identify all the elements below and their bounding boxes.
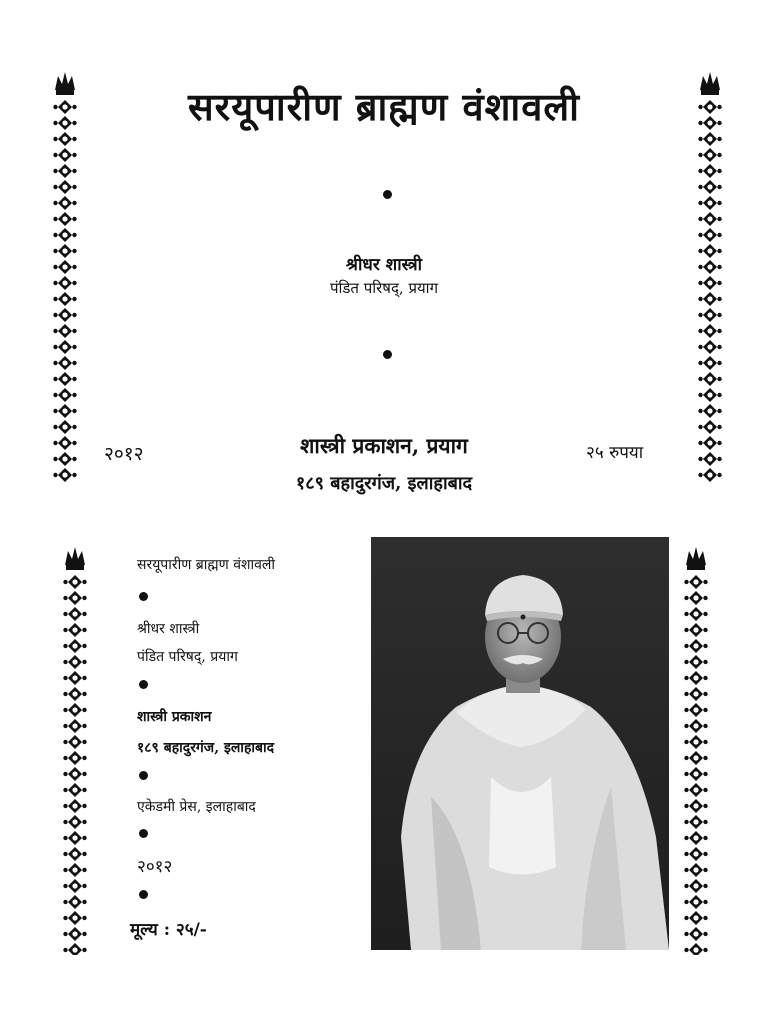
border-motif <box>63 879 86 893</box>
border-motif <box>63 607 86 621</box>
border-motif <box>698 324 721 338</box>
ornamental-border-bottom-left <box>62 545 88 955</box>
border-motif <box>698 212 721 226</box>
border-motif <box>53 132 76 146</box>
border-motif <box>698 388 721 402</box>
border-motif <box>698 180 721 194</box>
border-crown-base <box>687 565 705 570</box>
border-motif <box>684 831 707 845</box>
border-motif <box>53 180 76 194</box>
author-name: श्रीधर शास्त्री <box>345 255 423 275</box>
border-motif <box>63 847 86 861</box>
border-motif <box>53 356 76 370</box>
border-motif <box>698 228 721 242</box>
border-motif <box>53 228 76 242</box>
border-motif <box>684 639 707 653</box>
border-motif <box>698 132 721 146</box>
separator-dot <box>139 592 148 601</box>
imprint-price: मूल्य : २५/- <box>130 920 207 940</box>
border-motif <box>53 372 76 386</box>
border-motif <box>684 623 707 637</box>
border-motif <box>53 164 76 178</box>
border-crown-ornament <box>686 547 706 565</box>
border-motif <box>63 703 86 717</box>
separator-dot <box>139 829 148 838</box>
page-title: सरयूपारीण ब्राह्मण वंशावली <box>187 84 580 129</box>
border-motif <box>63 735 86 749</box>
border-motif <box>698 356 721 370</box>
border-motif <box>63 687 86 701</box>
border-ornament-graphic <box>62 545 88 955</box>
border-motif <box>684 863 707 877</box>
border-ornament-graphic <box>683 545 709 955</box>
border-motif <box>684 767 707 781</box>
separator-dot <box>139 771 148 780</box>
border-motif <box>63 815 86 829</box>
border-motif <box>63 575 86 589</box>
border-motif <box>684 687 707 701</box>
imprint-title: सरयूपारीण ब्राह्मण वंशावली <box>137 557 276 573</box>
border-motif <box>684 879 707 893</box>
border-motif <box>698 308 721 322</box>
border-motif <box>698 404 721 418</box>
border-motif <box>63 943 86 955</box>
border-motif <box>53 340 76 354</box>
border-motif <box>684 783 707 797</box>
border-motif <box>63 639 86 653</box>
border-motif <box>53 404 76 418</box>
border-motif <box>684 719 707 733</box>
border-motif <box>684 799 707 813</box>
border-motif <box>63 911 86 925</box>
border-motif <box>63 831 86 845</box>
border-motif <box>684 735 707 749</box>
book-price: २५ रुपया <box>586 443 644 463</box>
border-motif <box>63 655 86 669</box>
border-motif <box>63 767 86 781</box>
imprint-press: एकेडमी प्रेस, इलाहाबाद <box>137 799 256 815</box>
border-motif <box>698 372 721 386</box>
imprint-author: श्रीधर शास्त्री <box>137 621 200 637</box>
border-motif <box>63 623 86 637</box>
border-motif <box>63 671 86 685</box>
author-portrait-photo <box>371 537 669 950</box>
border-motif <box>684 927 707 941</box>
border-motif <box>684 895 707 909</box>
border-motif <box>63 591 86 605</box>
border-motif <box>63 927 86 941</box>
border-motif <box>53 212 76 226</box>
border-motif <box>53 196 76 210</box>
separator-dot <box>139 680 148 689</box>
border-motif <box>698 340 721 354</box>
border-motif <box>53 308 76 322</box>
ornamental-border-bottom-right <box>683 545 709 955</box>
separator-dot <box>383 350 392 359</box>
imprint-year: २०१२ <box>137 857 173 877</box>
border-motif <box>698 164 721 178</box>
border-motif <box>684 751 707 765</box>
border-crown-ornament <box>65 547 85 565</box>
border-motif <box>53 324 76 338</box>
border-motif <box>63 895 86 909</box>
separator-dot <box>139 890 148 899</box>
border-motif <box>63 751 86 765</box>
border-motif <box>684 815 707 829</box>
border-motif <box>53 148 76 162</box>
border-motif <box>63 783 86 797</box>
border-motif <box>684 671 707 685</box>
publisher-name: शास्त्री प्रकाशन, प्रयाग <box>300 433 468 458</box>
border-motif <box>684 607 707 621</box>
border-motif <box>63 719 86 733</box>
border-motif <box>698 148 721 162</box>
border-motif <box>684 575 707 589</box>
border-motif <box>684 591 707 605</box>
border-motif <box>684 911 707 925</box>
separator-dot <box>383 190 392 199</box>
border-motif <box>684 847 707 861</box>
publisher-address: १८९ बहादुरगंज, इलाहाबाद <box>295 473 473 494</box>
author-affiliation: पंडित परिषद्, प्रयाग <box>329 279 439 297</box>
border-motif <box>684 703 707 717</box>
imprint-affiliation: पंडित परिषद्, प्रयाग <box>137 649 238 665</box>
border-motif <box>684 943 707 955</box>
imprint-publisher: शास्त्री प्रकाशन <box>137 709 212 725</box>
border-motif <box>698 196 721 210</box>
border-motif <box>63 799 86 813</box>
publication-year: २०१२ <box>104 443 144 465</box>
imprint-address: १८९ बहादुरगंज, इलाहाबाद <box>137 740 275 756</box>
border-crown-base <box>66 565 84 570</box>
border-motif <box>53 388 76 402</box>
border-motif <box>63 863 86 877</box>
border-motif <box>684 655 707 669</box>
